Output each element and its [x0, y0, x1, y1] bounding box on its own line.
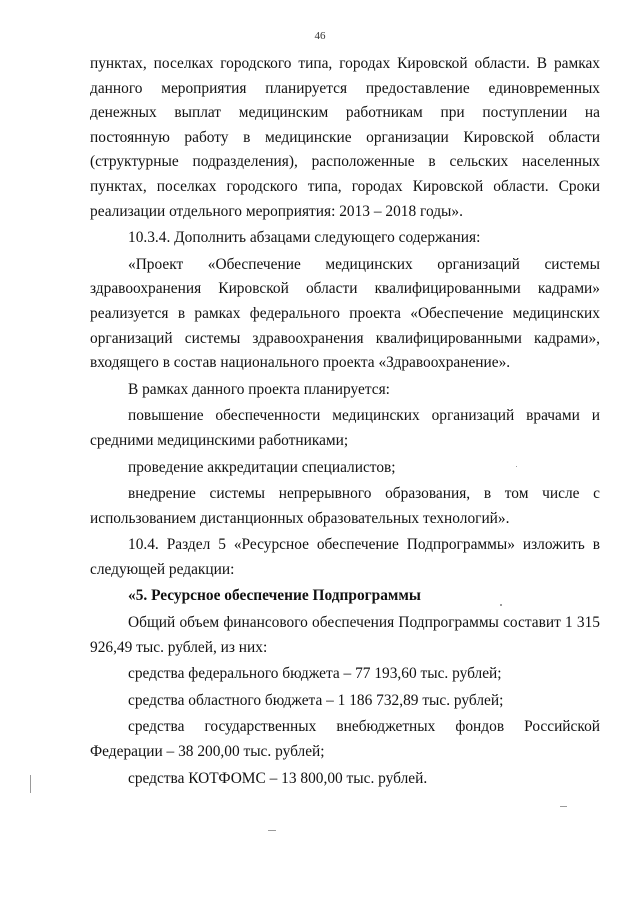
paragraph-project-description: «Проект «Обеспечение медицинских организаций системы здравоохранения Кировской области квалифицированными кадрами» реализуется в рамках федерального проекта «Обеспечение медицинских организаций системы здравоохранения квалифицированными кадрами», входящего в состав национального проекта «Здравоохранение».	[90, 255, 600, 372]
funding-item-extrabudgetary: средства государственных внебюджетных фондов Российской Федерации – 38 200,00 тыс. рублей;	[90, 718, 600, 761]
paragraph-project-plans-intro: В рамках данного проекта планируется:	[128, 380, 390, 398]
section-heading-resources: «5. Ресурсное обеспечение Подпрограммы	[128, 587, 421, 605]
paragraph-continuation: пунктах, поселках городского типа, городах Кировской области. В рамках данного мероприятия планируется предоставление единовременных денежных выплат медицинским работникам при поступлении на постоянную работу в медицинские организации Кировской области (структурные подразделения), расположенные в сельских населенных пунктах, поселках городского типа, городах Кировской области. Сроки реализации отдельного мероприятия: 2013 – 2018 годы».	[90, 55, 600, 220]
list-item-staffing: повышение обеспеченности медицинских организаций врачами и средними медицинскими работниками;	[90, 407, 600, 449]
scan-speck	[560, 806, 567, 807]
paragraph-10-4: 10.4. Раздел 5 «Ресурсное обеспечение Подпрограммы» изложить в следующей редакции:	[90, 536, 600, 578]
list-item-continuous-education: внедрение системы непрерывного образования, в том числе с использованием дистанционных образовательных технологий».	[90, 485, 600, 527]
funding-item-kotfoms: средства КОТФОМС – 13 800,00 тыс. рублей.	[128, 769, 428, 787]
scan-speck	[516, 466, 517, 467]
scan-speck	[30, 775, 31, 793]
paragraph-total-funding: Общий объем финансового обеспечения Подпрограммы составит 1 315 926,49 тыс. рублей, из них:	[90, 614, 600, 656]
scan-speck	[268, 830, 276, 831]
funding-item-federal: средства федерального бюджета – 77 193,60 тыс. рублей;	[128, 665, 502, 683]
scan-speck	[500, 604, 502, 606]
page-number: 46	[314, 30, 326, 42]
document-body	[90, 52, 600, 791]
list-item-accreditation: проведение аккредитации специалистов;	[128, 458, 396, 476]
funding-item-regional: средства областного бюджета – 1 186 732,89 тыс. рублей;	[128, 691, 504, 709]
paragraph-10-3-4: 10.3.4. Дополнить абзацами следующего содержания:	[128, 229, 481, 247]
